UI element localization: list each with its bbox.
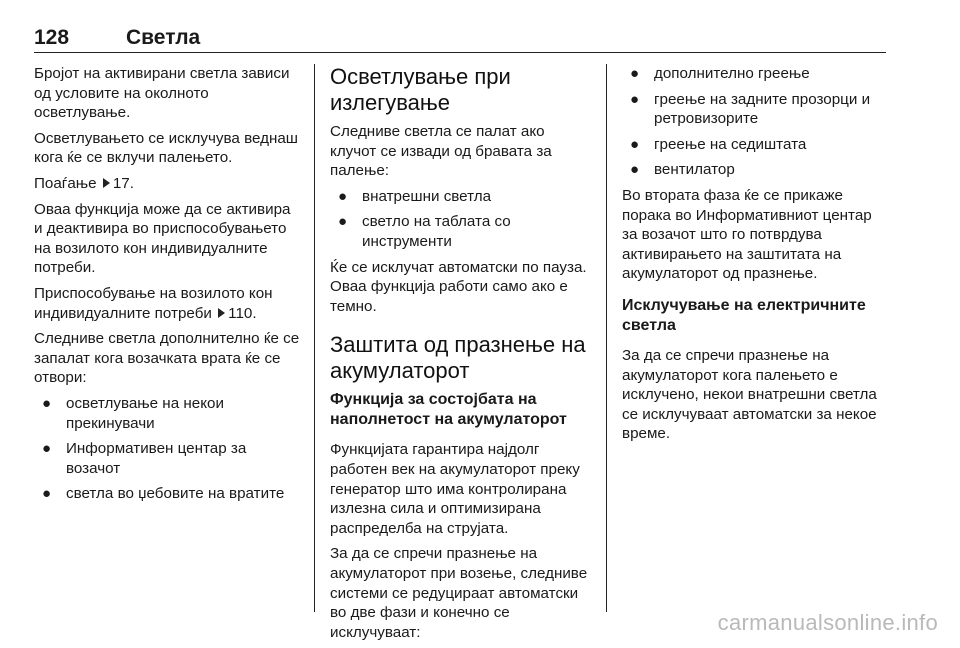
- column-divider: [314, 64, 315, 612]
- paragraph: Осветлувањето се исклучува веднаш кога ќе се вклучи палењето.: [34, 129, 298, 167]
- paragraph: [34, 174, 302, 194]
- page-title: Светла: [126, 26, 201, 49]
- paragraph: Следниве светла се палат ако клучот се извади од бравата за палење:: [330, 123, 552, 180]
- section-heading: Осветлување при излегување: [330, 64, 511, 115]
- bullet-icon: ●: [338, 213, 348, 231]
- bullet-icon: ●: [42, 394, 52, 412]
- page-reference-arrow-icon: [103, 178, 110, 188]
- bullet-icon: ●: [630, 90, 640, 108]
- list-item: ● светло на таблата со инструменти: [338, 213, 511, 250]
- bullet-icon: ●: [630, 135, 640, 153]
- paragraph: [34, 284, 302, 323]
- paragraph: Бројот на активирани светла зависи од условите на околното осветлување.: [34, 65, 290, 122]
- cross-reference-text: Приспособување на возилото кон индивидуалните потреби: [34, 284, 273, 322]
- bullet-list: [330, 187, 592, 252]
- column-divider: [606, 64, 607, 612]
- paragraph: Функцијата гарантира најдолг работен век на акумулаторот преку генератор што има контролирана излезна сила и оптимизирана распределба на струјата.: [330, 441, 580, 537]
- paragraph: За да се спречи празнење на акумулаторот кога палењето е исклучено, некои внатрешни светла се исклучуваат автоматски за некое време.: [622, 346, 877, 443]
- list-item: ● светла во џебовите на вратите: [42, 485, 285, 503]
- subsection-heading: Исклучување на електричните светла: [622, 296, 866, 334]
- bullet-icon: ●: [42, 440, 52, 458]
- column-middle: [330, 64, 592, 648]
- page-reference[interactable]: 110.: [228, 304, 257, 322]
- bullet-icon: ●: [630, 65, 640, 82]
- paragraph: За да се спречи празнење на акумулаторот при возење, следниве системи се редуцираат автоматски во две фази и конечно се исклучуваат:: [330, 545, 588, 641]
- bullet-icon: ●: [42, 485, 52, 503]
- paragraph: Во втората фаза ќе се прикаже порака во Информативниот центар за возачот што го потврдува активирањето на заштитата на акумулаторот од празнење.: [622, 186, 872, 283]
- paragraph: Следниве светла дополнително ќе се запалат кога возачката врата ќе се отвори:: [34, 330, 300, 387]
- column-right: [622, 64, 888, 450]
- paragraph: Оваа функција може да се активира и деактивира во приспособувањето на возилото кон индивидуалните потреби.: [34, 200, 291, 277]
- cross-reference-text: Поаѓање: [34, 174, 97, 192]
- column-left: [34, 64, 302, 510]
- list-item: ● греење на задните прозорци и ретровизорите: [630, 90, 871, 128]
- list-item: ● дополнително греење: [630, 65, 810, 82]
- paragraph: Ќе се исклучат автоматски по пауза. Оваа функција работи само ако е темно.: [330, 258, 587, 315]
- section-heading: Заштита од празнење на акумулаторот: [330, 332, 586, 384]
- watermark: carmanualsonline.info: [717, 610, 938, 635]
- list-item: ● вентилатор: [630, 161, 735, 179]
- bullet-icon: ●: [338, 187, 348, 205]
- list-item: ● Информативен центар за возачот: [42, 440, 247, 477]
- list-item: ● греење на седиштата: [630, 135, 807, 153]
- page-header: [34, 22, 886, 53]
- bullet-icon: ●: [630, 161, 640, 179]
- bullet-list: [34, 394, 302, 504]
- page-reference-arrow-icon: [218, 308, 225, 318]
- list-item: ● осветлување на некои прекинувачи: [42, 394, 224, 432]
- list-item: ● внатрешни светла: [338, 187, 492, 205]
- page-number: 128: [34, 26, 70, 49]
- bullet-list: [622, 64, 888, 180]
- subsection-heading: Функција за состојбата на наполнетост на акумулаторот: [330, 391, 567, 429]
- page-reference[interactable]: 17.: [112, 174, 134, 192]
